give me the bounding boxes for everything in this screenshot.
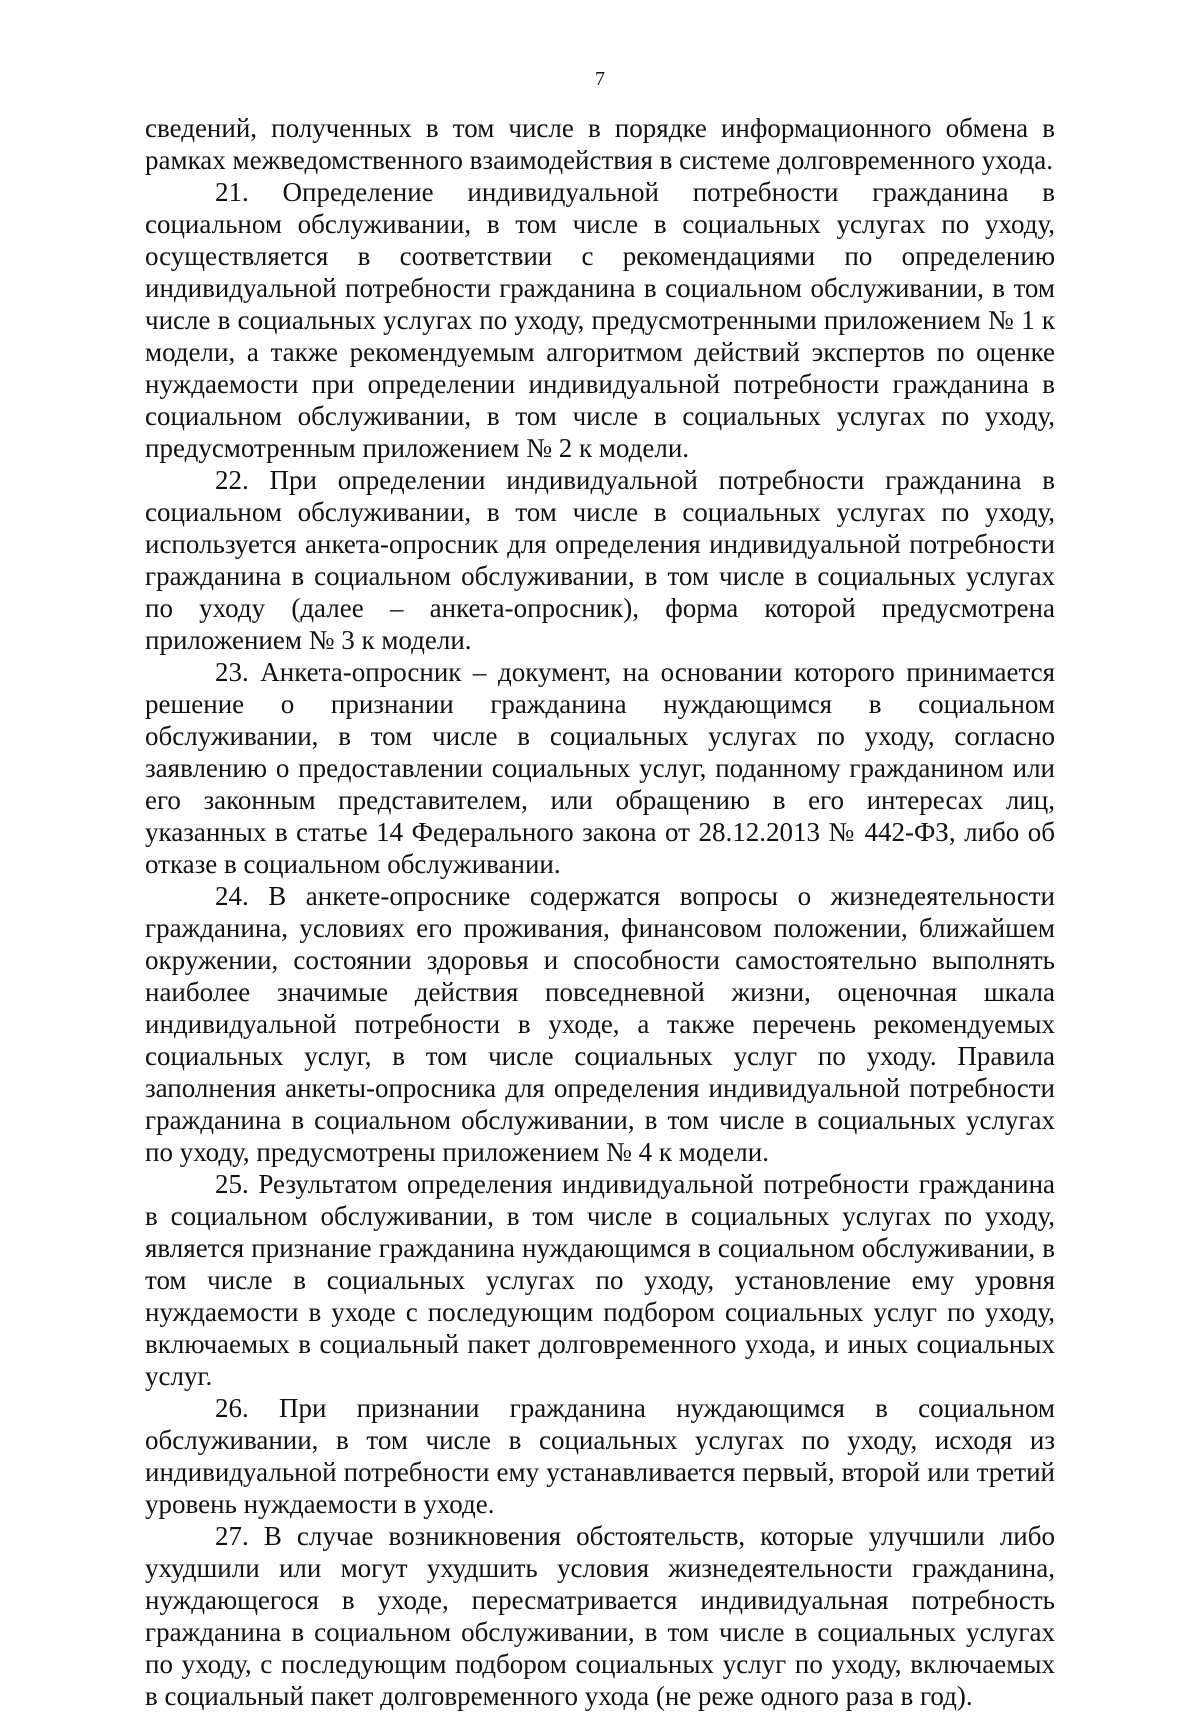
paragraph-24: 24. В анкете-опроснике содержатся вопросы о жизнедеятельности гражданина, условиях его проживания, финансовом положении, ближайшем окружении, состоянии здоровья и способности самостоятельно выполнять наиболее значимые действия повседневной жизни, оценочная шкала индивидуальной потребности в уходе, а также перечень рекомендуемых социальных услуг, в том числе социальных услуг по уходу. Правила заполнения анкеты-опросника для определения индивидуальной потребности гражданина в социальном обслуживании, в том числе в социальных услугах по уходу, предусмотрены приложением № 4 к модели.: [145, 881, 1055, 1167]
page-number: 7: [595, 68, 605, 90]
paragraph-25: 25. Результатом определения индивидуальной потребности гражданина в социальном обслуживании, в том числе в социальных услугах по уходу, является признание гражданина нуждающимся в социальном обслуживании, в том числе в социальных услугах по уходу, установление ему уровня нуждаемости в уходе с последующим подбором социальных услуг по уходу, включаемых в социальный пакет долговременного ухода, и иных социальных услуг.: [145, 1169, 1055, 1391]
document-body: [145, 112, 1055, 1712]
paragraph-continuation: сведений, полученных в том числе в порядке информационного обмена в рамках межведомственного взаимодействия в системе долговременного ухода.: [145, 113, 1055, 175]
paragraph-21: 21. Определение индивидуальной потребности гражданина в социальном обслуживании, в том числе в социальных услугах по уходу, осуществляется в соответствии с рекомендациями по определению индивидуальной потребности гражданина в социальном обслуживании, в том числе в социальных услугах по уходу, предусмотренными приложением № 1 к модели, а также рекомендуемым алгоритмом действий экспертов по оценке нуждаемости при определении индивидуальной потребности гражданина в социальном обслуживании, в том числе в социальных услугах по уходу, предусмотренным приложением № 2 к модели.: [145, 177, 1055, 463]
paragraph-23: 23. Анкета-опросник – документ, на основании которого принимается решение о признании гражданина нуждающимся в социальном обслуживании, в том числе в социальных услугах по уходу, согласно заявлению о предоставлении социальных услуг, поданному гражданином или его законным представителем, или обращению в его интересах лиц, указанных в статье 14 Федерального закона от 28.12.2013 № 442-ФЗ, либо об отказе в социальном обслуживании.: [145, 657, 1055, 879]
paragraph-22: 22. При определении индивидуальной потребности гражданина в социальном обслуживании, в том числе в социальных услугах по уходу, используется анкета-опросник для определения индивидуальной потребности гражданина в социальном обслуживании, в том числе в социальных услугах по уходу (далее – анкета-опросник), форма которой предусмотрена приложением № 3 к модели.: [145, 465, 1055, 655]
paragraph-26: 26. При признании гражданина нуждающимся в социальном обслуживании, в том числе в социальных услугах по уходу, исходя из индивидуальной потребности ему устанавливается первый, второй или третий уровень нуждаемости в уходе.: [145, 1393, 1055, 1519]
paragraph-27: 27. В случае возникновения обстоятельств, которые улучшили либо ухудшили или могут ухудшить условия жизнедеятельности гражданина, нуждающегося в уходе, пересматривается индивидуальная потребность гражданина в социальном обслуживании, в том числе в социальных услугах по уходу, с последующим подбором социальных услуг по уходу, включаемых в социальный пакет долговременного ухода (не реже одного раза в год).: [145, 1521, 1055, 1711]
